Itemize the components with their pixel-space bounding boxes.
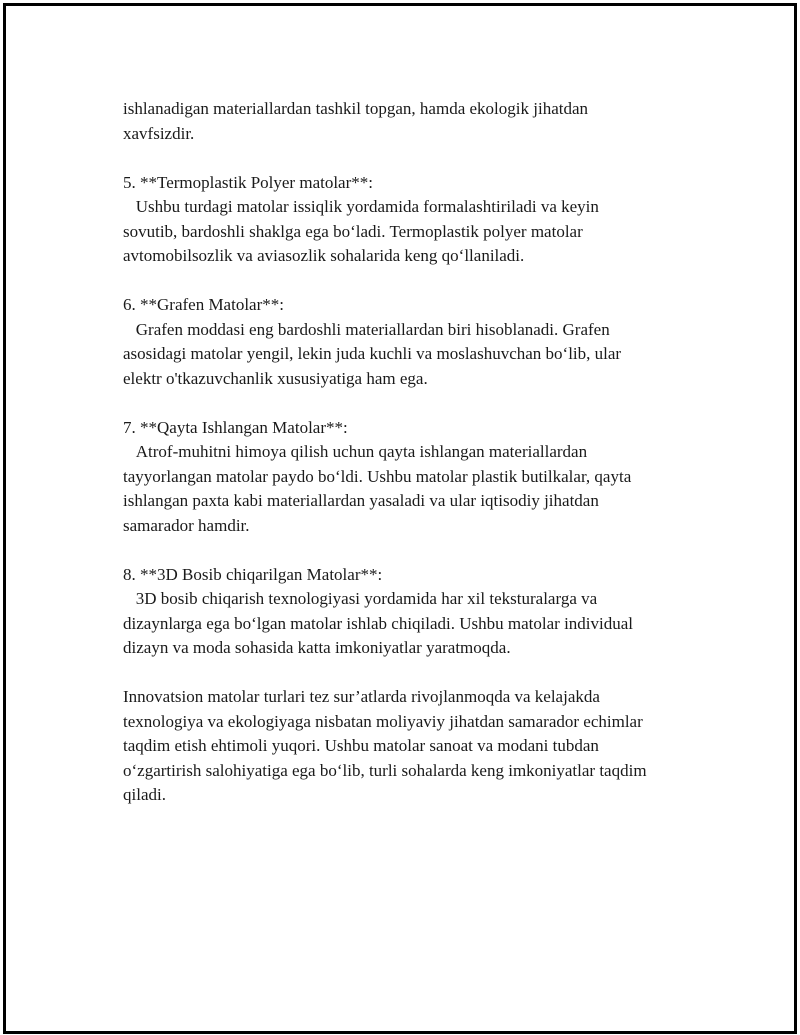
paragraph-conclusion: Innovatsion matolar turlari tez sur’atlarda rivojlanmoqda va kelajakda texnologiya va ekologiyaga nisbatan moliyaviy jihatdan samarador echimlar taqdim etish ehtimoli yuqori. Ushbu matolar sanoat va modani tubdan o‘zgartirish salohiyatiga ega bo‘lib, turli sohalarda keng imkoniyatlar taqdim qiladi. <box>123 687 647 804</box>
page-frame <box>3 3 797 1034</box>
paragraph-qayta-ishlangan: 7. **Qayta Ishlangan Matolar**: Atrof-muhitni himoya qilish uchun qayta ishlangan materiallardan tayyorlangan matolar paydo bo‘ldi. Ushbu matolar plastik butilkalar, qayta ishlangan paxta kabi materiallardan yasaladi va ular iqtisodiy jihatdan samarador hamdir. <box>123 417 632 535</box>
paragraph-grafen: 6. **Grafen Matolar**: Grafen moddasi eng bardoshli materiallardan biri hisoblanadi. Grafen asosidagi matolar yengil, lekin juda kuchli va moslashuvchan bo‘lib, ular elektr o'tkazuvchanlik xususiyatiga ham ega. <box>123 295 622 388</box>
document-body <box>123 97 703 808</box>
paragraph-3d-bosib: 8. **3D Bosib chiqarilgan Matolar**: 3D bosib chiqarish texnologiyasi yordamida har xil teksturalarga va dizaynlarga ega bo‘lgan matolar ishlab chiqiladi. Ushbu matolar individual dizayn va moda sohasida katta imkoniyatlar yaratmoqda. <box>123 564 634 657</box>
paragraph-termoplastik-polyer: 5. **Termoplastik Polyer matolar**: Ushbu turdagi matolar issiqlik yordamida formalashtiriladi va keyin sovutib, bardoshli shaklga ega bo‘ladi. Termoplastik polyer matolar avtomobilsozlik va aviasozlik sohalarida keng qo‘llaniladi. <box>123 172 599 265</box>
paragraph-continuation: ishlanadigan materiallardan tashkil topgan, hamda ekologik jihatdan xavfsizdir. <box>123 99 589 143</box>
